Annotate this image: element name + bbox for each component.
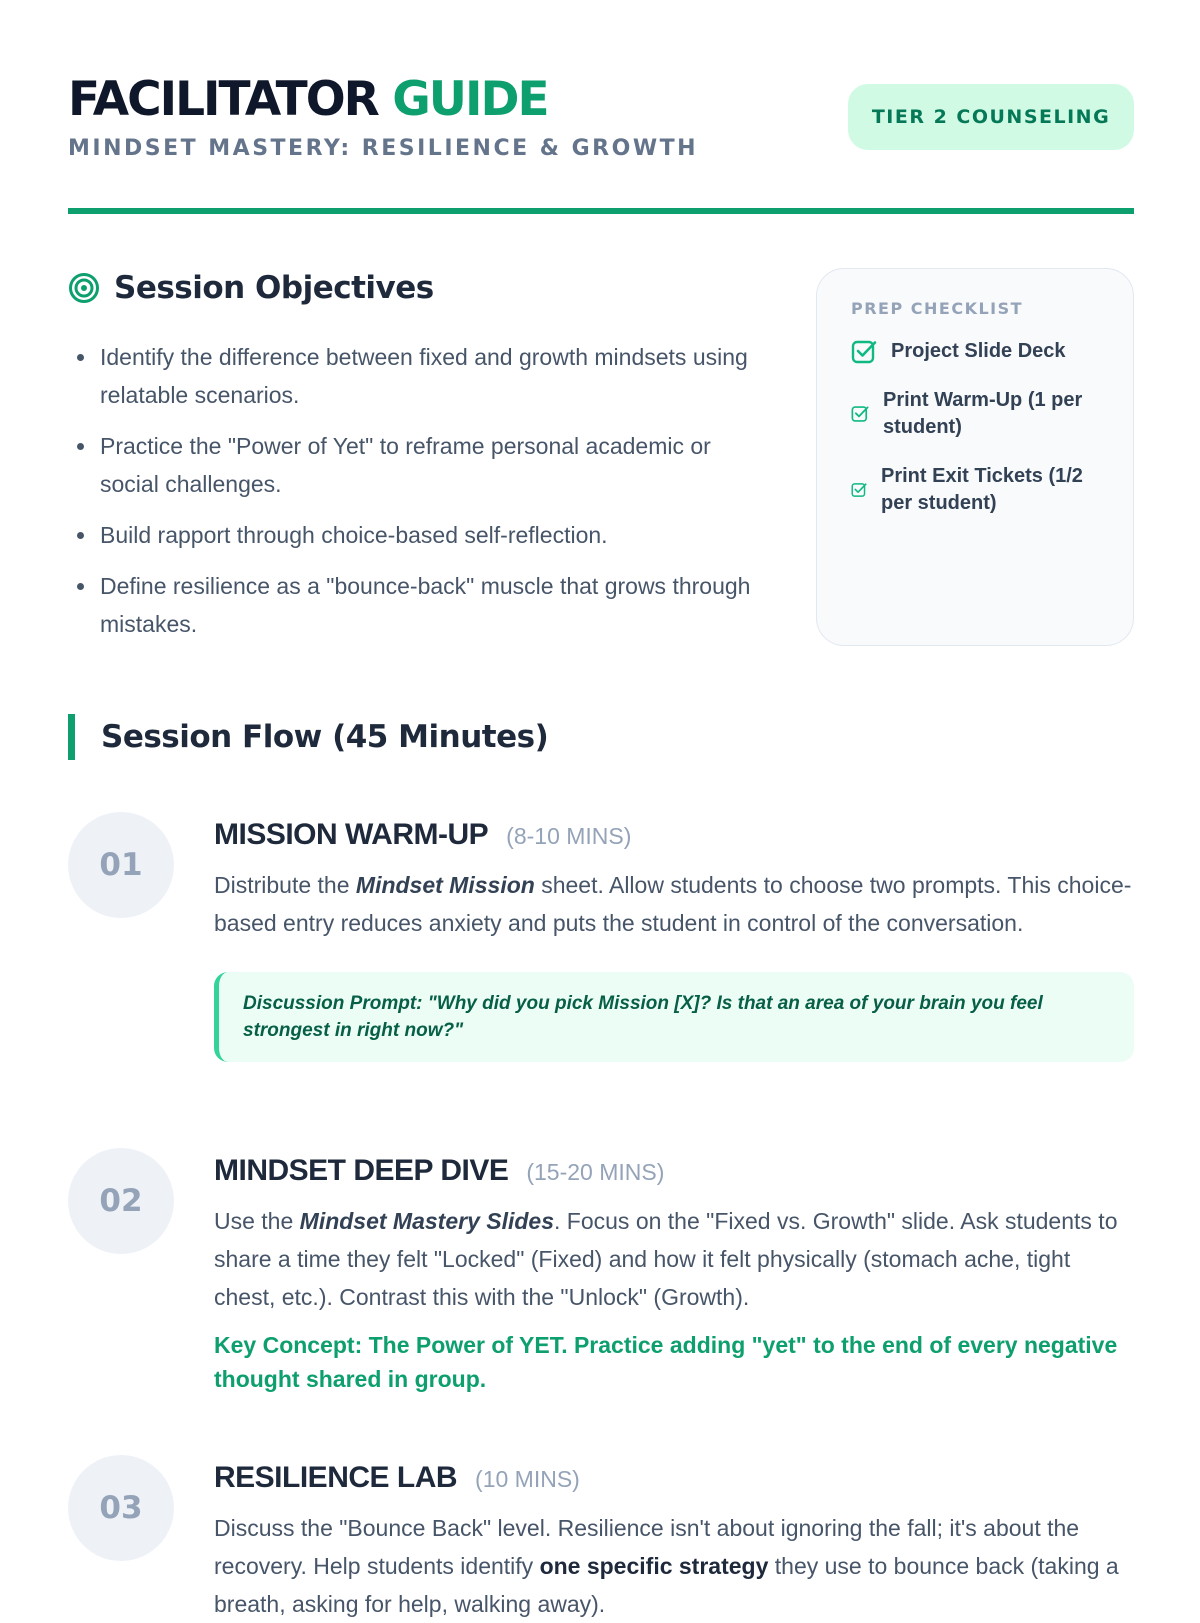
objective-item: Identify the difference between fixed and growth mindsets using relatable scenarios.: [68, 338, 758, 414]
desc-emphasis: Mindset Mastery Slides: [299, 1208, 555, 1234]
step-description: [214, 1202, 1134, 1316]
step-duration: (8-10 MINS): [506, 823, 632, 849]
prep-item-warm-up: [851, 387, 1109, 441]
checkbox-checked-icon: [851, 405, 869, 423]
step-header: [214, 1154, 1134, 1188]
step-duration: (10 MINS): [475, 1466, 580, 1492]
objective-item: Practice the "Power of Yet" to reframe personal academic or social challenges.: [68, 427, 758, 503]
desc-text: Use the: [214, 1208, 300, 1234]
title-accent: GUIDE: [392, 72, 548, 127]
step-body: [214, 1461, 1134, 1623]
step-number: 02: [68, 1148, 174, 1254]
objective-item: Define resilience as a "bounce-back" muscle that grows through mistakes.: [68, 567, 758, 643]
session-flow-title: Session Flow (45 Minutes): [101, 719, 549, 755]
prep-item-label: Project Slide Deck: [891, 340, 1066, 362]
facilitator-guide-page: [68, 0, 1134, 1617]
desc-text: sheet. Allow students to choose two prompts. This choice-based entry reduces anxiety and puts the student in control of the conversation.: [214, 872, 1132, 936]
objectives-heading: [68, 270, 434, 306]
objectives-title: Session Objectives: [114, 270, 434, 306]
step-header: [214, 818, 1134, 852]
step-title: RESILIENCE LAB: [214, 1461, 458, 1494]
prep-checklist-card: [816, 268, 1134, 646]
objectives-list: [68, 338, 758, 656]
checkbox-checked-icon: [851, 482, 867, 498]
step-title: MISSION WARM-UP: [214, 818, 489, 851]
step-number: 03: [68, 1455, 174, 1561]
key-concept: Key Concept: The Power of YET. Practice adding "yet" to the end of every negative thought shared in group.: [214, 1332, 1118, 1392]
step-duration: (15-20 MINS): [526, 1159, 665, 1185]
step-body: [214, 818, 1134, 1062]
prep-item-label: Print Exit Tickets (1/2 per student): [881, 465, 1083, 514]
step-description: [214, 1509, 1134, 1623]
prep-item-slide-deck: [851, 338, 1109, 365]
step-body: [214, 1154, 1134, 1396]
session-flow-heading: [68, 714, 548, 760]
objective-item: Build rapport through choice-based self-reflection.: [68, 516, 758, 554]
discussion-prompt-box: Discussion Prompt: "Why did you pick Mission [X]? Is that an area of your brain you feel strongest in right now?": [214, 972, 1134, 1062]
step-description: [214, 866, 1134, 942]
desc-strong: one specific strategy: [539, 1553, 769, 1579]
prep-checklist-label: PREP CHECKLIST: [851, 299, 1024, 318]
page-title: [68, 72, 548, 128]
tier-badge: TIER 2 COUNSELING: [848, 84, 1134, 150]
desc-text: Discuss the "Bounce Back" level. Resilience isn't about ignoring the fall; it's about the recovery. Help students identify: [214, 1515, 1080, 1579]
guide-header: [68, 70, 1134, 214]
page-subtitle: MINDSET MASTERY: RESILIENCE & GROWTH: [68, 136, 699, 161]
target-icon: [68, 272, 100, 304]
step-header: [214, 1461, 1134, 1495]
prep-item-exit-tickets: [851, 463, 1109, 517]
title-main: FACILITATOR: [68, 72, 378, 127]
step-number: 01: [68, 812, 174, 918]
checkbox-checked-icon: [851, 339, 877, 365]
desc-emphasis: Mindset Mission: [355, 872, 535, 898]
step-title: MINDSET DEEP DIVE: [214, 1154, 509, 1187]
desc-text: they use to bounce back (taking a breath, asking for help, walking away).: [214, 1553, 1119, 1617]
desc-text: Distribute the: [214, 872, 356, 898]
prep-item-label: Print Warm-Up (1 per student): [883, 389, 1083, 438]
desc-text: . Focus on the "Fixed vs. Growth" slide. Ask students to share a time they felt "Locked" (Fixed) and how it felt physically (stomach ache, tight chest, etc.). Contrast this with the "Unlock" (Growth).: [214, 1208, 1118, 1310]
